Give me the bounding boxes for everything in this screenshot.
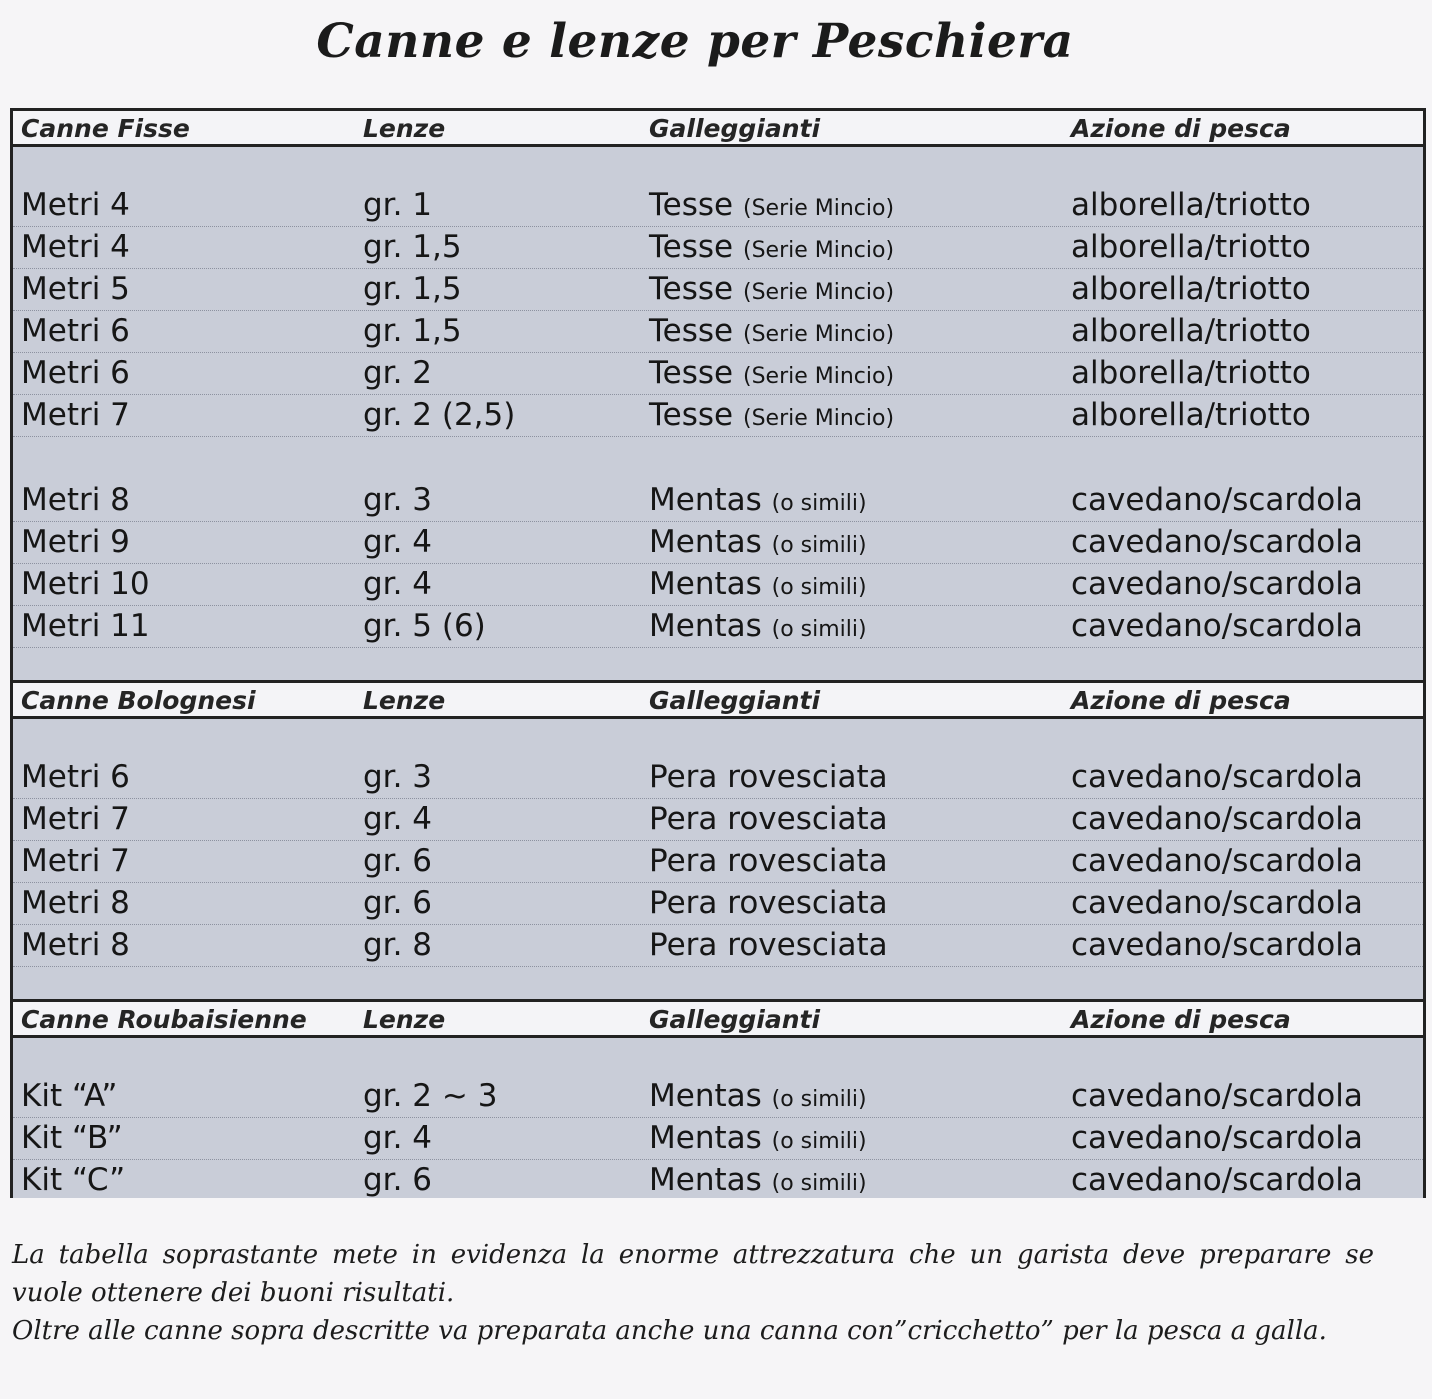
cell-float: Tesse (Serie Mincio) xyxy=(649,355,895,391)
header-lenze: Lenze xyxy=(363,1005,446,1034)
cell-lenze: gr. 4 xyxy=(363,801,433,837)
cell-rod: Metri 4 xyxy=(21,229,130,265)
table-row xyxy=(13,841,1423,883)
cell-rod: Metri 7 xyxy=(21,801,130,837)
table-row xyxy=(13,269,1423,311)
header-galleggianti: Galleggianti xyxy=(649,686,821,715)
cell-rod: Kit “A” xyxy=(21,1078,118,1114)
cell-lenze: gr. 1 xyxy=(363,187,433,223)
header-lenze: Lenze xyxy=(363,686,446,715)
cell-rod: Metri 6 xyxy=(21,759,130,795)
cell-action: cavedano/scardola xyxy=(1071,801,1363,837)
cell-rod: Kit “C” xyxy=(21,1162,126,1198)
header-azione: Azione di pesca xyxy=(1071,114,1291,143)
cell-lenze: gr. 6 xyxy=(363,1162,433,1198)
cell-float: Tesse (Serie Mincio) xyxy=(649,313,895,349)
cell-float: Pera rovesciata xyxy=(649,759,888,795)
table-row xyxy=(13,799,1423,841)
cell-action: cavedano/scardola xyxy=(1071,524,1363,560)
cell-float: Pera rovesciata xyxy=(649,843,888,879)
cell-rod: Metri 8 xyxy=(21,927,130,963)
cell-action: cavedano/scardola xyxy=(1071,927,1363,963)
header-azione: Azione di pesca xyxy=(1071,686,1291,715)
table-row xyxy=(13,522,1423,564)
header-rod-type: Canne Roubaisienne xyxy=(21,1005,307,1034)
page-title: Canne e lenze per Peschiera xyxy=(316,14,1074,69)
section-body xyxy=(13,719,1423,999)
table-row xyxy=(13,185,1423,227)
cell-float: Tesse (Serie Mincio) xyxy=(649,271,895,307)
cell-float: Mentas (o simili) xyxy=(649,566,867,602)
table-row xyxy=(13,480,1423,522)
header-rod-type: Canne Fisse xyxy=(21,114,190,143)
section-body xyxy=(13,1038,1423,1198)
footnote-paragraph: Oltre alle canne sopra descritte va preparata anche una canna con”cricchetto” per la pesca a galla. xyxy=(12,1316,1327,1346)
cell-action: cavedano/scardola xyxy=(1071,1162,1363,1198)
cell-lenze: gr. 1,5 xyxy=(363,229,462,265)
table-row xyxy=(13,1118,1423,1160)
cell-action: cavedano/scardola xyxy=(1071,843,1363,879)
cell-action: alborella/triotto xyxy=(1071,229,1311,265)
cell-float: Tesse (Serie Mincio) xyxy=(649,229,895,265)
cell-lenze: gr. 1,5 xyxy=(363,271,462,307)
footnote xyxy=(12,1236,1374,1350)
cell-float: Mentas (o simili) xyxy=(649,1078,867,1114)
cell-rod: Metri 6 xyxy=(21,355,130,391)
cell-lenze: gr. 5 (6) xyxy=(363,608,486,644)
cell-rod: Metri 11 xyxy=(21,608,150,644)
table-row xyxy=(13,925,1423,967)
cell-rod: Metri 5 xyxy=(21,271,130,307)
cell-rod: Metri 7 xyxy=(21,843,130,879)
table-header xyxy=(13,111,1423,147)
cell-rod: Kit “B” xyxy=(21,1120,123,1156)
table-header xyxy=(13,999,1423,1038)
table-row xyxy=(13,311,1423,353)
header-rod-type: Canne Bolognesi xyxy=(21,686,256,715)
cell-rod: Metri 7 xyxy=(21,397,130,433)
table-row xyxy=(13,227,1423,269)
cell-rod: Metri 8 xyxy=(21,885,130,921)
cell-action: cavedano/scardola xyxy=(1071,1078,1363,1114)
cell-action: cavedano/scardola xyxy=(1071,566,1363,602)
cell-float: Pera rovesciata xyxy=(649,885,888,921)
cell-action: alborella/triotto xyxy=(1071,187,1311,223)
cell-float: Mentas (o simili) xyxy=(649,482,867,518)
table-row xyxy=(13,1160,1423,1202)
header-galleggianti: Galleggianti xyxy=(649,1005,821,1034)
cell-lenze: gr. 3 xyxy=(363,482,433,518)
table-row xyxy=(13,883,1423,925)
cell-float: Mentas (o simili) xyxy=(649,524,867,560)
cell-float: Tesse (Serie Mincio) xyxy=(649,187,895,223)
cell-lenze: gr. 2 xyxy=(363,355,433,391)
cell-lenze: gr. 6 xyxy=(363,885,433,921)
header-azione: Azione di pesca xyxy=(1071,1005,1291,1034)
table-header xyxy=(13,680,1423,719)
cell-rod: Metri 9 xyxy=(21,524,130,560)
table-row xyxy=(13,395,1423,437)
cell-lenze: gr. 3 xyxy=(363,759,433,795)
cell-float: Tesse (Serie Mincio) xyxy=(649,397,895,433)
cell-action: cavedano/scardola xyxy=(1071,885,1363,921)
header-lenze: Lenze xyxy=(363,114,446,143)
equipment-table xyxy=(10,108,1426,1198)
table-row xyxy=(13,564,1423,606)
cell-lenze: gr. 6 xyxy=(363,843,433,879)
cell-lenze: gr. 1,5 xyxy=(363,313,462,349)
footnote-paragraph: La tabella soprastante mete in evidenza la enorme attrezzatura che un garista deve preparare se vuole ottenere dei buoni risultati. xyxy=(12,1240,1374,1308)
cell-lenze: gr. 2 ~ 3 xyxy=(363,1078,498,1114)
header-galleggianti: Galleggianti xyxy=(649,114,821,143)
cell-rod: Metri 6 xyxy=(21,313,130,349)
table-row xyxy=(13,606,1423,648)
cell-lenze: gr. 8 xyxy=(363,927,433,963)
cell-action: cavedano/scardola xyxy=(1071,482,1363,518)
cell-rod: Metri 4 xyxy=(21,187,130,223)
section-body xyxy=(13,147,1423,680)
cell-lenze: gr. 4 xyxy=(363,566,433,602)
cell-rod: Metri 8 xyxy=(21,482,130,518)
table-row xyxy=(13,757,1423,799)
cell-float: Pera rovesciata xyxy=(649,927,888,963)
cell-action: alborella/triotto xyxy=(1071,313,1311,349)
cell-float: Mentas (o simili) xyxy=(649,1162,867,1198)
cell-action: cavedano/scardola xyxy=(1071,1120,1363,1156)
cell-rod: Metri 10 xyxy=(21,566,150,602)
cell-action: alborella/triotto xyxy=(1071,355,1311,391)
cell-action: alborella/triotto xyxy=(1071,271,1311,307)
cell-action: cavedano/scardola xyxy=(1071,759,1363,795)
cell-lenze: gr. 4 xyxy=(363,1120,433,1156)
cell-float: Pera rovesciata xyxy=(649,801,888,837)
cell-lenze: gr. 2 (2,5) xyxy=(363,397,516,433)
cell-float: Mentas (o simili) xyxy=(649,608,867,644)
cell-lenze: gr. 4 xyxy=(363,524,433,560)
table-row xyxy=(13,353,1423,395)
cell-action: cavedano/scardola xyxy=(1071,608,1363,644)
cell-action: alborella/triotto xyxy=(1071,397,1311,433)
table-row xyxy=(13,1076,1423,1118)
cell-float: Mentas (o simili) xyxy=(649,1120,867,1156)
